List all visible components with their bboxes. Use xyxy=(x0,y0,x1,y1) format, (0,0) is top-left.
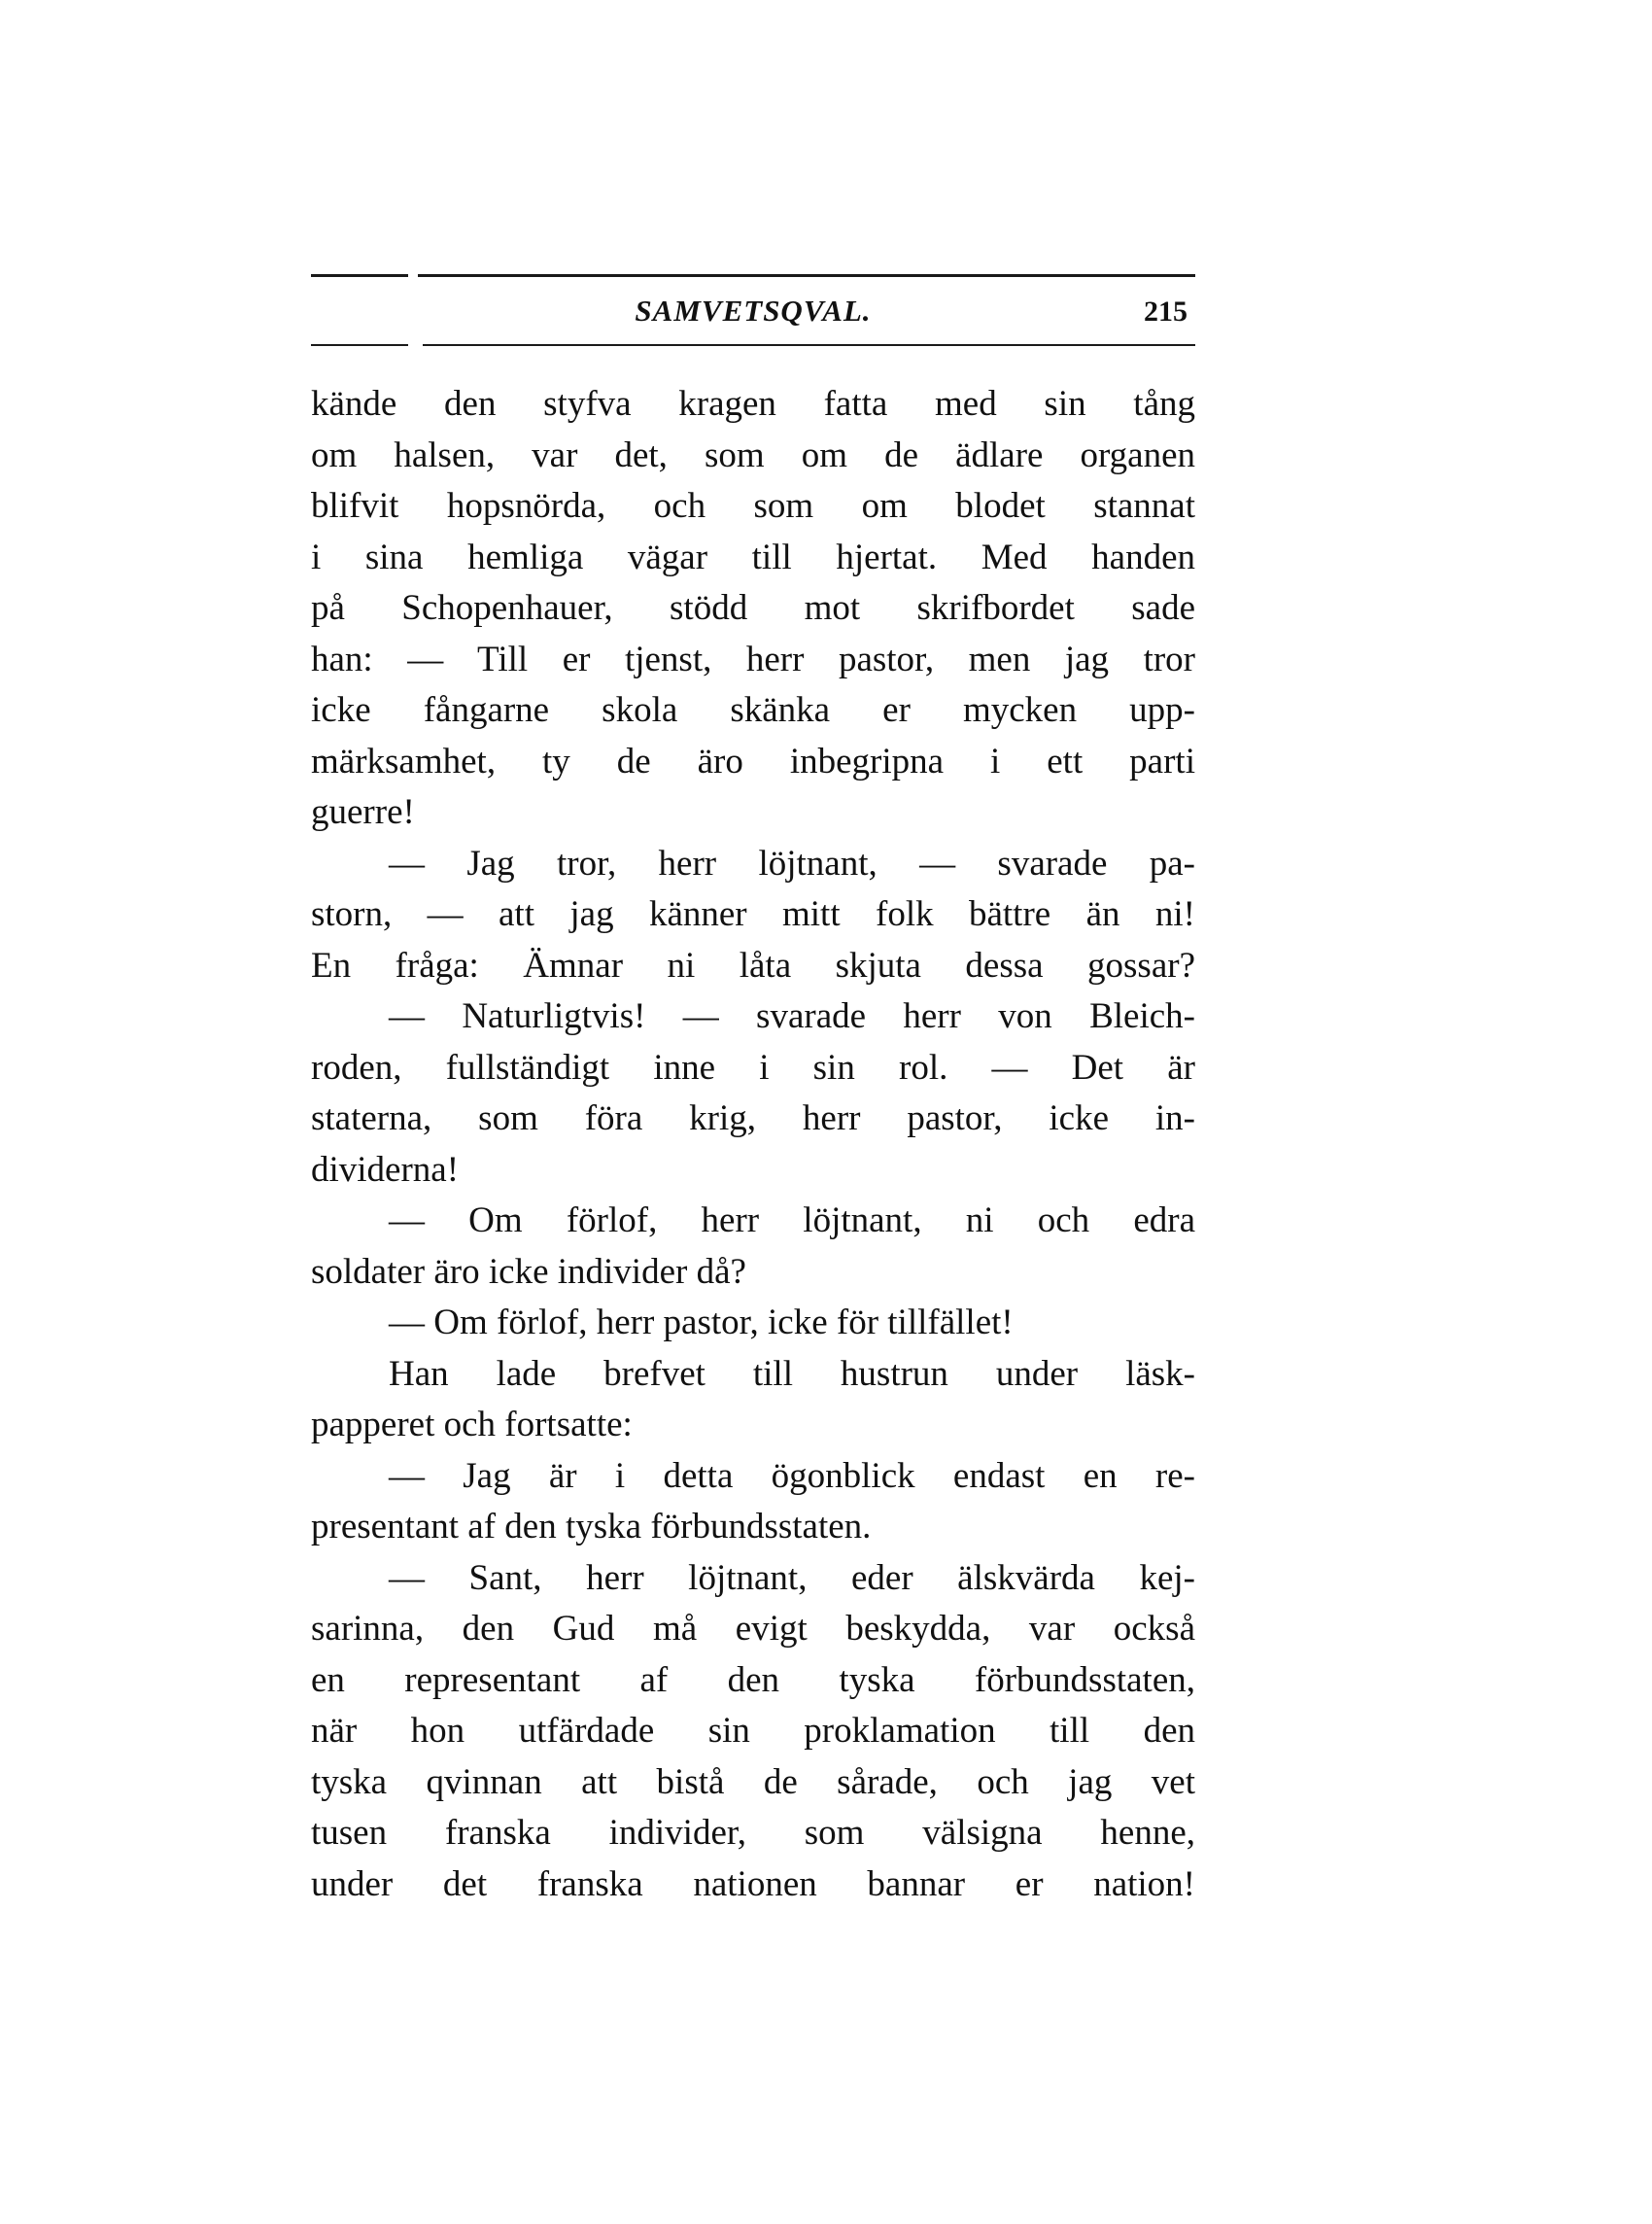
text-line: staterna, som föra krig, herr pastor, icke in- xyxy=(311,1098,1195,1138)
text-line: — Naturligtvis! — svarade herr von Bleich- xyxy=(389,996,1195,1036)
text-line: icke fångarne skola skänka er mycken upp- xyxy=(311,690,1195,730)
page-header xyxy=(311,274,1195,352)
text-line: — Jag tror, herr löjtnant, — svarade pa- xyxy=(389,843,1195,884)
text-line: när hon utfärdade sin proklamation till den xyxy=(311,1711,1195,1751)
text-line: blifvit hopsnörda, och som om blodet stannat xyxy=(311,486,1195,526)
text-line: i sina hemliga vägar till hjertat. Med handen xyxy=(311,537,1195,577)
text-line: han: — Till er tjenst, herr pastor, men jag tror xyxy=(311,639,1195,679)
header-rule-bottom-right xyxy=(423,344,1195,346)
text-line: — Om förlof, herr löjtnant, ni och edra xyxy=(389,1200,1195,1240)
header-rule-bottom-left xyxy=(311,344,408,346)
text-line: — Jag är i detta ögonblick endast en re- xyxy=(389,1455,1195,1496)
text-line: roden, fullständigt inne i sin rol. — Det är xyxy=(311,1047,1195,1088)
running-title: SAMVETSQVAL. xyxy=(635,294,872,328)
text-line: kände den styfva kragen fatta med sin tång xyxy=(311,384,1195,424)
text-line: storn, — att jag känner mitt folk bättre än ni! xyxy=(311,894,1195,934)
text-line: En fråga: Ämnar ni låta skjuta dessa gossar? xyxy=(311,945,1195,986)
body-text xyxy=(311,379,1195,1910)
text-line: Han lade brefvet till hustrun under läsk- xyxy=(389,1353,1195,1394)
text-line: papperet och fortsatte: xyxy=(311,1405,633,1444)
text-line: en representant af den tyska förbundsstaten, xyxy=(311,1659,1195,1700)
text-line: på Schopenhauer, stödd mot skrifbordet sade xyxy=(311,588,1195,628)
page-number: 215 xyxy=(1144,295,1187,328)
text-line: märksamhet, ty de äro inbegripna i ett parti xyxy=(311,741,1195,782)
text-line: presentant af den tyska förbundsstaten. xyxy=(311,1507,872,1546)
text-line: — Om förlof, herr pastor, icke för tillfället! xyxy=(389,1303,1014,1342)
text-line: tusen franska individer, som välsigna henne, xyxy=(311,1813,1195,1853)
text-line: under det franska nationen bannar er nation! xyxy=(311,1863,1195,1904)
header-rule-top-right xyxy=(418,274,1195,277)
text-line: dividerna! xyxy=(311,1149,460,1190)
text-line: soldater äro icke individer då? xyxy=(311,1251,746,1292)
text-line: guerre! xyxy=(311,792,415,832)
header-rule-top-left xyxy=(311,274,408,277)
text-line: sarinna, den Gud må evigt beskydda, var också xyxy=(311,1609,1195,1649)
text-line: — Sant, herr löjtnant, eder älskvärda kej- xyxy=(389,1557,1195,1598)
text-line: om halsen, var det, som om de ädlare organen xyxy=(311,434,1195,475)
text-line: tyska qvinnan att bistå de sårade, och jag vet xyxy=(311,1761,1195,1802)
